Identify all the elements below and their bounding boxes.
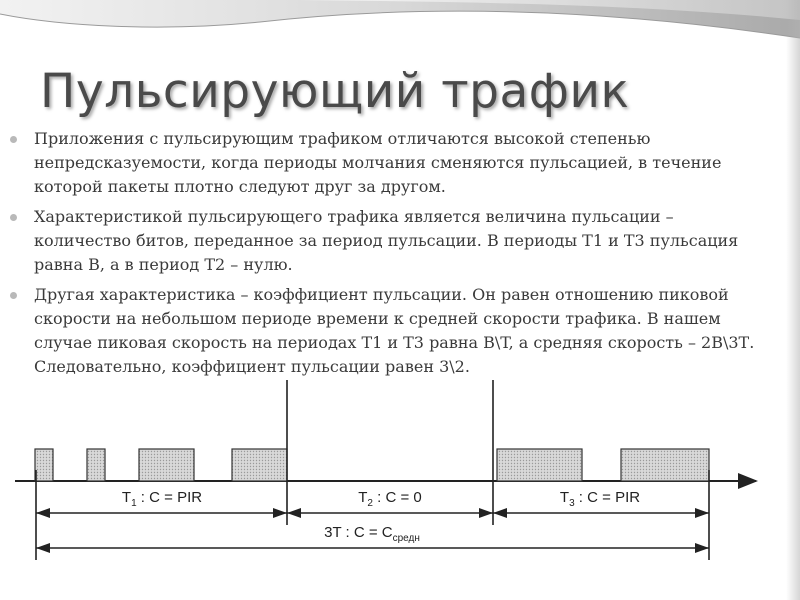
bullet-dot-icon <box>10 214 17 221</box>
period-arrow-t2 <box>287 508 493 518</box>
top-decoration <box>0 0 800 60</box>
period-label-t3: $T_3$ : C = PIR <box>559 489 641 509</box>
bullet-dot-icon <box>10 136 17 143</box>
packet <box>497 449 582 481</box>
traffic-diagram <box>0 380 800 590</box>
bullet-text: Другая характеристика – коэффициент пульсации. Он равен отношению пиковой скорости на небольшом периоде времени к средней скорости трафика. В нашем случае пиковая скорость на периодах Т1 и Т3 равна В\T, а средняя скорость – 2В\3Т. Следовательно, коэффициент пульсации равен 3\2. <box>34 285 755 376</box>
period-label-t2: $T_2$ : C = 0 <box>358 489 422 509</box>
bullet-dot-icon <box>10 292 17 299</box>
bullet-text: Приложения с пульсирующим трафиком отличаются высокой степенью непредсказуемости, когда периоды молчания сменяются пульсацией, в течение которой пакеты плотно следуют друг за другом. <box>34 129 722 196</box>
packet <box>139 449 194 481</box>
packet <box>87 449 105 481</box>
packet <box>621 449 709 481</box>
bullet-item <box>30 283 772 379</box>
bullet-list <box>30 127 772 385</box>
bullet-text: Характеристикой пульсирующего трафика является величина пульсации – количество битов, переданное за период пульсации. В периоды Т1 и Т3 пульсация равна В, а в период Т2 – нулю. <box>34 207 739 274</box>
packet <box>232 449 287 481</box>
bullet-item <box>30 127 772 199</box>
bullet-item <box>30 205 772 277</box>
total-period-label: 3T : $C = C_{средн}$ <box>324 524 420 544</box>
period-arrow-t1 <box>36 508 287 518</box>
total-period-arrow <box>36 543 709 553</box>
period-label-t1: $T_1$ : C = PIR <box>121 489 203 509</box>
packet <box>35 449 53 481</box>
slide-title: Пульсирующий трафик <box>40 64 630 119</box>
period-arrow-t3 <box>493 508 709 518</box>
